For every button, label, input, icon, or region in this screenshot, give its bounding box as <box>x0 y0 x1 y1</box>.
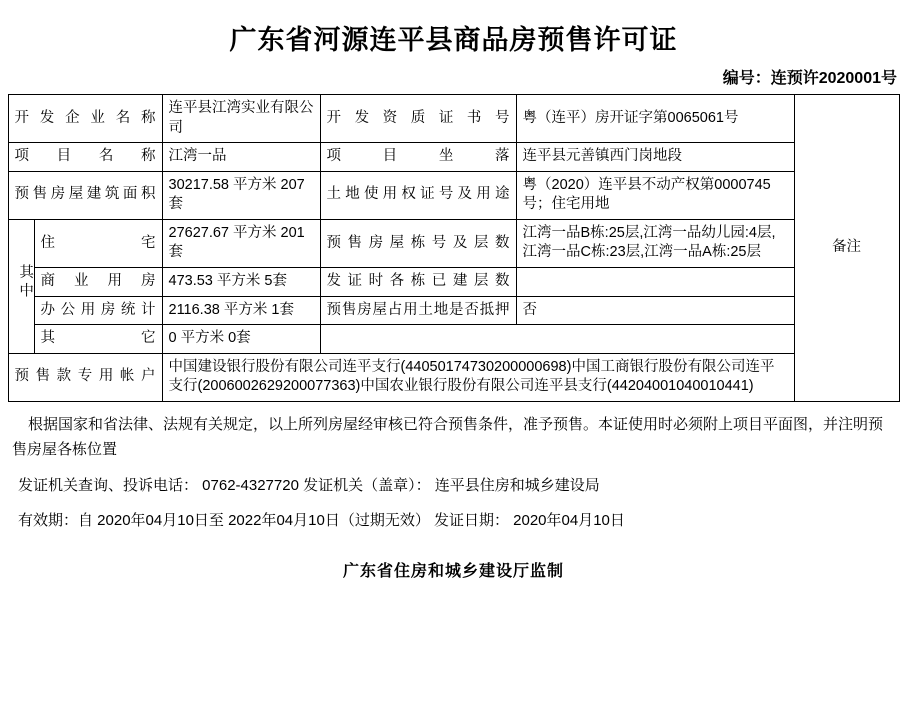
enterprise-value: 连平县江湾实业有限公司 <box>162 95 320 143</box>
note-paragraph: 根据国家和省法律、法规有关规定，以上所列房屋经审核已符合预售条件，准予预售。本证使用时必须附上项目平面图，并注明预售房屋各栋位置 <box>12 415 884 459</box>
mortgage-value: 否 <box>516 296 794 325</box>
presale-area-label: 预售房屋建筑面积 <box>8 171 162 219</box>
building-no-value: 江湾一品B栋:25层,江湾一品幼儿园:4层,江湾一品C栋:23层,江湾一品A栋:25层 <box>516 219 794 267</box>
office-value: 2116.38 平方米 1套 <box>162 296 320 325</box>
sub-header-label <box>8 219 34 353</box>
table-row <box>8 143 899 172</box>
project-site-label: 项 目 坐 落 <box>320 143 516 172</box>
other-label: 其 它 <box>34 325 162 354</box>
table-row <box>8 325 899 354</box>
project-name-label: 项 目 名 称 <box>8 143 162 172</box>
page-title: 广东省河源连平县商品房预售许可证 <box>229 25 678 55</box>
table-row <box>8 171 899 219</box>
sub-header-text: 其中 <box>17 264 34 302</box>
table-row <box>8 219 899 267</box>
residential-label: 住 宅 <box>34 219 162 267</box>
note-validity: 有效期：自 2020年04月10日至 2022年04月10日（过期无效） 发证日期： 2020年04月10日 <box>18 512 625 530</box>
footer-text: 广东省住房和城乡建设厅监制 <box>342 562 564 580</box>
built-floors-label: 发证时各栋已建层数 <box>320 267 516 296</box>
account-label: 预售款专用帐户 <box>8 353 162 401</box>
commercial-label: 商 业 用 房 <box>34 267 162 296</box>
note-hotline: 发证机关查询、投诉电话： 0762-4327720 发证机关（盖章）： 连平县住房和城乡建设局 <box>18 476 600 494</box>
qualification-value: 粤（连平）房开证字第0065061号 <box>516 95 794 143</box>
other-value: 0 平方米 0套 <box>162 325 320 354</box>
qualification-label: 开发资质证书号 <box>320 95 516 143</box>
project-site-value: 连平县元善镇西门岗地段 <box>516 143 794 172</box>
certificate-number <box>0 65 907 94</box>
table-row <box>8 353 899 401</box>
certificate-number-label: 编号： <box>722 70 771 87</box>
project-name-value: 江湾一品 <box>162 143 320 172</box>
table-row <box>8 296 899 325</box>
table-row <box>8 95 899 143</box>
land-use-label: 土地使用权证号及用途 <box>320 171 516 219</box>
table-row <box>8 267 899 296</box>
built-floors-value <box>516 267 794 296</box>
other-blank-cell <box>320 325 794 354</box>
land-use-value: 粤（2020）连平县不动产权第0000745号；住宅用地 <box>516 171 794 219</box>
office-label: 办公用房统计 <box>34 296 162 325</box>
notes-section <box>8 402 899 534</box>
certificate-number-value: 连预许2020001号 <box>770 70 897 87</box>
residential-value: 27627.67 平方米 201套 <box>162 219 320 267</box>
building-no-label: 预售房屋栋号及层数 <box>320 219 516 267</box>
remark-header: 备注 <box>794 95 899 402</box>
enterprise-label: 开发企业名称 <box>8 95 162 143</box>
presale-area-value: 30217.58 平方米 207套 <box>162 171 320 219</box>
mortgage-label: 预售房屋占用土地是否抵押 <box>320 296 516 325</box>
account-value: 中国建设银行股份有限公司连平支行(44050174730200000698)中国工商银行股份有限公司连平支行(2006002629200077363)中国农业银行股份有限公司连平县支行(44204001040010441) <box>162 353 794 401</box>
certificate-table <box>8 94 900 402</box>
commercial-value: 473.53 平方米 5套 <box>162 267 320 296</box>
